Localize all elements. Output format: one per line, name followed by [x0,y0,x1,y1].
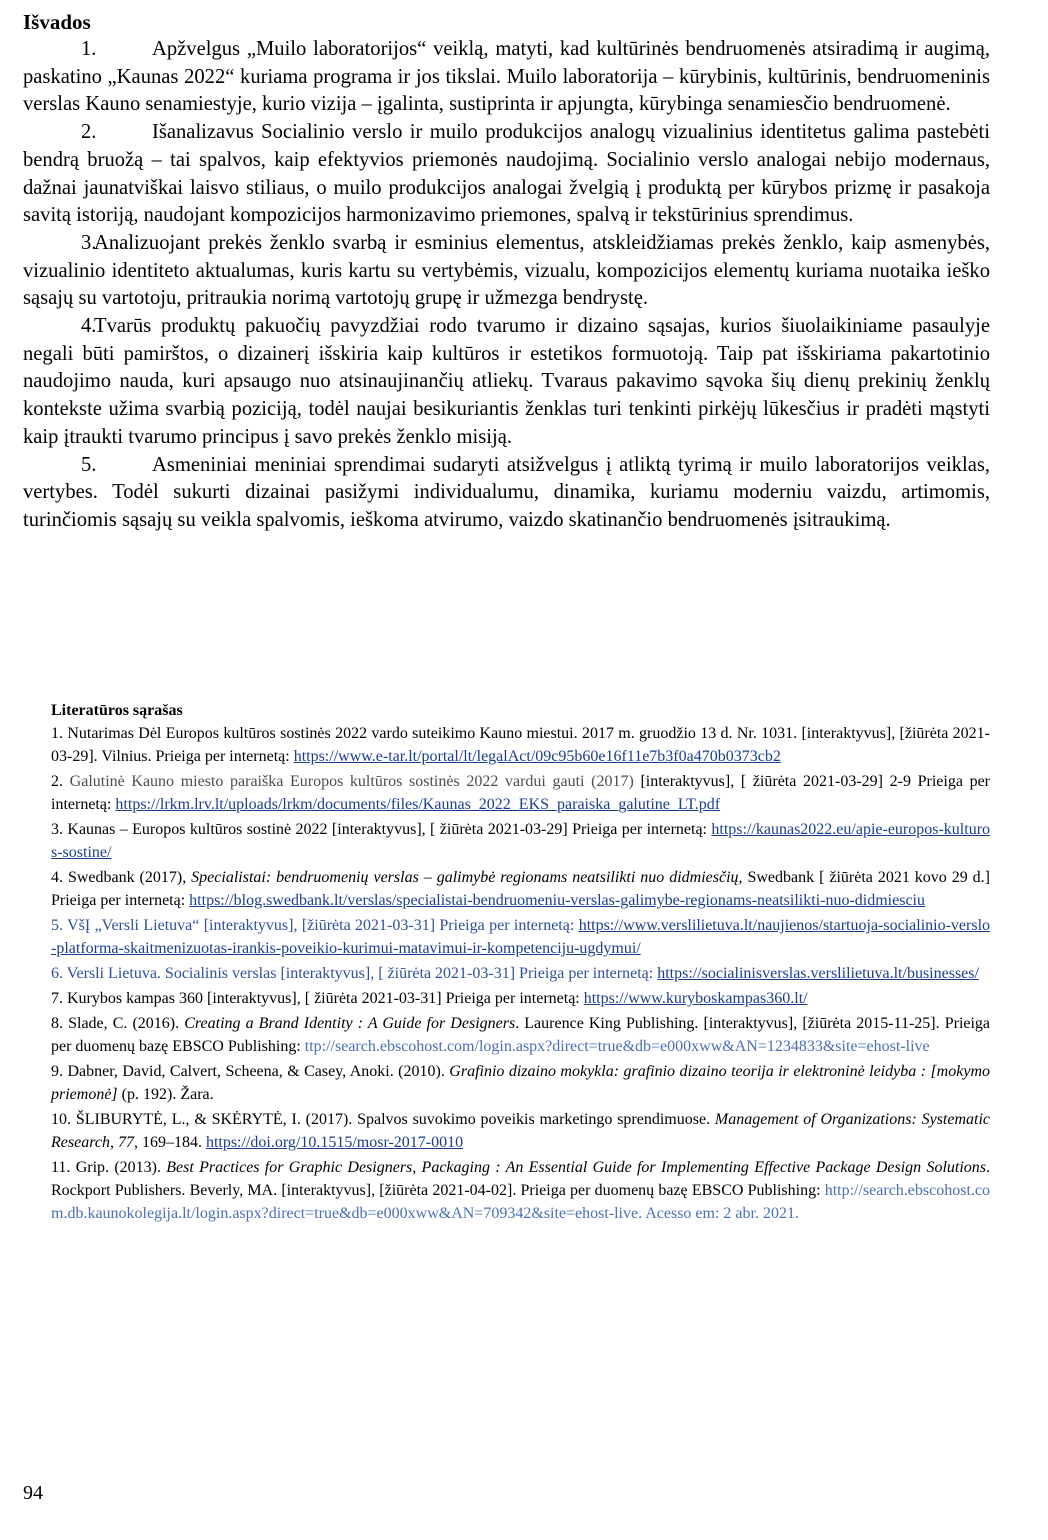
reference-link[interactable]: https://www.kuryboskampas360.lt/ [583,990,808,1007]
conclusion-item [23,36,990,119]
reference-text: [interaktyvus], [ žiūrėta 2021-03-29] 2-9 Prieiga per internetą: [51,773,991,813]
reference-item [51,866,990,912]
reference-text: Swedbank [ žiūrėta 2021 kovo 29 d.] Prieiga per internetą: [51,869,991,909]
conclusion-number: 5. [81,453,97,476]
reference-author: ŠLIBURYTĖ, L., & SKĖRYTĖ, I. (2017). Spalvos suvokimo poveikis marketingo sprendimuose. [75,1111,715,1128]
reference-text: Nutarimas Dėl Europos kultūros sostinės 2022 vardo suteikimo Kauno miestui. 2017 m. gruodžio 13 d. Nr. 1031. [interaktyvus], [žiūrėta 2021-03-29]. Vilnius. Prieiga per internetą: [51,725,990,765]
reference-link[interactable]: https://www.verslilietuva.lt/naujienos/startuoja-socialinio-verslo-platforma-skaitmenizuotas-irankis-poveikio-kurimui-matavimui-ir-kompetenciju-ugdymui/ [51,917,991,957]
reference-author: Slade, C. (2016). [68,1015,185,1032]
reference-text: VšĮ „Versli Lietuva“ [interaktyvus], [žiūrėta 2021-03-31] Prieiga per internetą: [67,917,575,934]
reference-text: . Rockport Publishers. Beverly, MA. [interaktyvus], [žiūrėta 2021-04-02]. Prieiga per duomenų bazę EBSCO Publishing: [51,1159,991,1199]
reference-number: 7. [51,990,63,1007]
conclusion-item [23,452,990,535]
reference-item [51,1012,990,1058]
reference-separator: , [109,1134,118,1151]
reference-title: Best Practices for Graphic Designers, Packaging : An Essential Guide for Implementing Effective Package Design Solutions [166,1159,987,1176]
reference-text: . Laurence King Publishing. [interaktyvus], [žiūrėta 2015-11-25]. Prieiga per duomenų bazę EBSCO Publishing: [51,1015,991,1055]
reference-number: 11. [51,1159,71,1176]
conclusion-item [23,230,990,313]
conclusion-text: Tvarūs produktų pakuočių pavyzdžiai rodo tvarumo ir dizaino sąsajas, kurios šiuolaikiniame pasaulyje negali būti pamirštos, o dizainerį išskiria kaip kultūros ir estetikos formuotoją. Taip pat išskiriama pakartotinio naudojimo nauda, kuri apsaugo nuo atsinaujinančių atliekų. Tvaraus pakavimo sąvoka šių dienų prekinių ženklų kontekste užima svarbią poziciją, todėl naujai besikuriantis ženklas turi tenkinti pirkėjų lūkesčius ir pradėti mąstyti kaip įtraukti tvarumo principus į savo prekės ženklo misiją. [23,315,990,448]
conclusion-number: 2. [81,121,97,144]
conclusion-text: Išanalizavus Socialinio verslo ir muilo produkcijos analogų vizualinius identitetus galima pastebėti bendrą bruožą – tai spalvos, kaip efektyvios priemonės naudojimą. Socialinio verslo analogai nebijo modernaus, dažnai jaunatviškai laisvo stiliaus, o muilo produkcijos analogai žvelgią į produktą per kūrybos prizmę ir pasakoja savitą istoriją, naudojant kompozicijos harmonizavimo priemones, spalvą ir tekstūrinius sprendimus. [23,121,990,227]
reference-number: 9. [51,1063,63,1080]
reference-title: Grafinio dizaino mokykla: grafinio dizaino teorija ir elektroninė leidyba : [mokymo priemonė] [51,1063,990,1103]
reference-volume: 77 [117,1134,134,1151]
reference-title: Creating a Brand Identity : A Guide for Designers [184,1015,516,1032]
reference-item [51,818,990,864]
reference-item [51,1156,990,1225]
conclusion-text: Analizuojant prekės ženklo svarbą ir esminius elementus, atskleidžiamas prekės ženklo, kaip asmenybės, vizualinio identiteto aktualumas, kuris kartu su vertybėmis, vizualu, kompozicijos elementų kuriama nuotaika ieško sąsajų su vartotoju, pritraukia norimą vartotojų grupę ir užmezga bendrystę. [23,231,990,310]
reference-title: Galutinė Kauno miesto paraiška Europos kultūros sostinės 2022 vardui gauti (2017) [69,773,634,790]
reference-item [51,770,990,816]
conclusion-item [23,313,990,452]
reference-link[interactable]: https://socialinisverslas.verslilietuva.lt/businesses/ [657,965,979,982]
conclusions-title: Išvados [23,10,91,34]
reference-item [51,962,990,985]
conclusion-number: 4. [81,315,97,338]
conclusion-number: 3. [81,231,97,254]
conclusions-list [23,36,990,535]
reference-number: 3. [51,821,63,838]
page-number: 94 [23,1482,43,1504]
reference-text: (p. 192). Žara. [117,1086,214,1103]
reference-number: 2. [51,773,63,790]
reference-text: Kurybos kampas 360 [interaktyvus], [ žiūrėta 2021-03-31] Prieiga per internetą: [67,990,584,1007]
reference-link[interactable]: https://doi.org/10.1515/mosr-2017-0010 [205,1134,464,1151]
reference-number: 1. [51,725,63,742]
reference-item [51,1060,990,1106]
references-title: Literatūros sąrašas [51,702,183,719]
reference-title: Specialistai: bendruomenių verslas – galimybė regionams neatsilikti nuo didmiesčių, [191,869,743,886]
reference-number: 6. [51,965,63,982]
reference-link[interactable]: https://www.e-tar.lt/portal/lt/legalAct/09c95b60e16f11e7b3f0a470b0373cb2 [293,748,781,765]
reference-text: Kaunas – Europos kultūros sostinė 2022 [interaktyvus], [ žiūrėta 2021-03-29] Prieiga per internetą: [67,821,712,838]
conclusion-item [23,119,990,230]
reference-number: 10. [51,1111,71,1128]
conclusion-text: Asmeniniai meniniai sprendimai sudaryti atsižvelgus į atliktą tyrimą ir muilo laboratorijos veiklas, vertybes. Todėl sukurti dizainai pasižymi individualumu, dinamika, kuriamu moderniu vaizdu, artimomis, turinčiomis sąsajų su veikla spalvomis, ieškoma atvirumo, vaizdo skatinančio bendruomenės įsitraukimą. [23,453,990,531]
reference-number: 4. [51,869,63,886]
reference-author: Swedbank (2017), [67,869,192,886]
reference-item [51,722,990,768]
reference-link[interactable]: http://search.ebscohost.com.db.kaunokolegija.lt/login.aspx?direct=true&db=e000xww&AN=709342&site=ehost-live. Acesso em: 2 abr. 2021. [51,1182,990,1222]
reference-text: , 169–184. [133,1134,206,1151]
conclusion-number: 1. [81,38,97,60]
reference-number: 8. [51,1015,63,1032]
references-list [51,722,990,1227]
reference-link[interactable]: https://lrkm.lrv.lt/uploads/lrkm/documents/files/Kaunas_2022_EKS_paraiska_galutine_LT.pdf [115,796,721,813]
reference-text: Versli Lietuva. Socialinis verslas [interaktyvus], [ žiūrėta 2021-03-31] Prieiga per internetą: [66,965,654,982]
reference-author: Dabner, David, Calvert, Scheena, & Casey, Anoki. (2010). [67,1063,450,1080]
reference-journal: Management of Organizations: Systematic Research [51,1111,991,1151]
reference-author: Grip. (2013). [75,1159,167,1176]
reference-number: 5. [51,917,63,934]
reference-item [51,914,990,960]
reference-link[interactable]: https://kaunas2022.eu/apie-europos-kulturos-sostine/ [51,821,991,861]
reference-item [51,1108,990,1154]
reference-link[interactable]: ttp://search.ebscohost.com/login.aspx?direct=true&db=e000xww&AN=1234833&site=ehost-live [304,1038,930,1055]
conclusion-text: Apžvelgus „Muilo laboratorijos“ veiklą, matyti, kad kultūrinės bendruomenės atsiradimą ir augimą, paskatino „Kaunas 2022“ kuriama programa ir jos tikslai. Muilo laboratorija – kūrybinis, kultūrinis, bendruomeninis verslas Kauno senamiestyje, kurio vizija – įgalinta, sustiprinta ir apjungta, kūrybinga senamiesčio bendruomenė. [23,38,990,116]
reference-link[interactable]: https://blog.swedbank.lt/verslas/specialistai-bendruomeniu-verslas-galimybe-regionams-neatsilikti-nuo-didmiesciu [189,892,925,909]
reference-item [51,987,990,1010]
